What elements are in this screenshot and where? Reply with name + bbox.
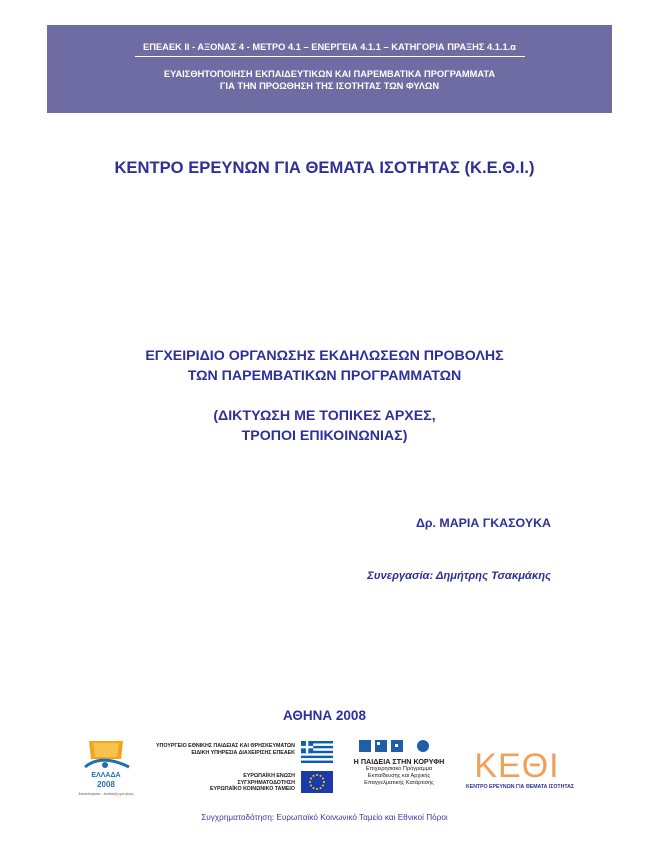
svg-text:2008: 2008: [97, 780, 115, 789]
kethi-logo: [455, 741, 585, 791]
organization-title: ΚΕΝΤΡΟ ΕΡΕΥΝΩΝ ΓΙΑ ΘΕΜΑΤΑ ΙΣΟΤΗΤΑΣ (Κ.Ε.Θ.Ι.): [114, 158, 535, 177]
author-name: Δρ. ΜΑΡΙΑ ΓΚΑΣΟΥΚΑ: [415, 516, 551, 530]
program-code-line: ΕΠΕΑΕΚ ΙΙ - ΑΞΟΝΑΣ 4 - ΜΕΤΡΟ 4.1 – ΕΝΕΡΓΕΙΑ 4.1.1 – ΚΑΤΗΓΟΡΙΑ ΠΡΑΞΗΣ 4.1.1.α: [143, 42, 516, 52]
collaboration-credit: Συνεργασία: Δημήτρης Τσακμάκης: [367, 570, 551, 582]
logo-strip: [35, 733, 615, 807]
svg-text:ΚΕΝΤΡΟ ΕΡΕΥΝΩΝ ΓΙΑ ΘΕΜΑΤΑ ΙΣΟΤ: ΚΕΝΤΡΟ ΕΡΕΥΝΩΝ ΓΙΑ ΘΕΜΑΤΑ ΙΣΟΤΗΤΑΣ: [466, 784, 574, 790]
eu-cofunding-text: ΕΥΡΩΠΑΪΚΗ ΕΝΩΣΗ ΣΥΓΧΡΗΜΑΤΟΔΟΤΗΣΗ ΕΥΡΩΠΑΪΚΟ ΚΟΙΝΩΝΙΚΟ ΤΑΜΕΙΟ: [209, 773, 295, 793]
program-title-line1: ΕΥΑΙΣΘΗΤΟΠΟΙΗΣΗ ΕΚΠΑΙΔΕΥΤΙΚΩΝ ΚΑΙ ΠΑΡΕΜΒΑΤΙΚΑ ΠΡΟΓΡΑΜΜΑΤΑ: [163, 69, 496, 79]
eu-flag-icon: [301, 771, 333, 793]
document-title-line2: ΤΩΝ ΠΑΡΕΜΒΑΤΙΚΩΝ ΠΡΟΓΡΑΜΜΑΤΩΝ: [187, 368, 462, 384]
svg-text:ΚΕΘΙ: ΚΕΘΙ: [474, 747, 560, 785]
paideia-squares-icon: [359, 739, 439, 753]
document-title-line1: ΕΓΧΕΙΡΙΔΙΟ ΟΡΓΑΝΩΣΗΣ ΕΚΔΗΛΩΣΕΩΝ ΠΡΟΒΟΛΗΣ: [145, 348, 504, 364]
program-title-line2: ΓΙΑ ΤΗΝ ΠΡΟΩΘΗΣΗ ΤΗΣ ΙΣΟΤΗΤΑΣ ΤΩΝ ΦΥΛΩΝ: [219, 81, 440, 91]
greece-2008-logo: [71, 737, 141, 799]
ministry-text: ΥΠΟΥΡΓΕΙΟ ΕΘΝΙΚΗΣ ΠΑΙΔΕΙΑΣ ΚΑΙ ΘΡΗΣΚΕΥΜΑΤΩΝ ΕΙΔΙΚΗ ΥΠΗΡΕΣΙΑ ΔΙΑΧΕΙΡΙΣΗΣ ΕΠΕΑΕΚ: [156, 743, 295, 756]
banner-divider: [135, 56, 525, 57]
greece-2008-emblem: [71, 737, 141, 799]
place-date: ΑΘΗΝΑ 2008: [283, 708, 366, 723]
header-banner: [47, 25, 612, 113]
paideia-program-text: Η ΠΑΙΔΕΙΑ ΣΤΗΝ ΚΟΡΥΦΗ Επιχειρησιακό Πρόγραμμα Εκπαίδευσης και Αρχικής Επαγγελματικής Κατάρτισης: [353, 757, 445, 786]
greek-flag-icon: [301, 741, 333, 763]
funding-statement: Συγχρηματοδότηση: Ευρωπαϊκό Κοινωνικό Ταμείο και Εθνικοί Πόροι: [201, 813, 448, 822]
document-subtitle-line2: ΤΡΟΠΟΙ ΕΠΙΚΟΙΝΩΝΙΑΣ): [241, 428, 408, 444]
svg-text:ΕΛΛΑΔΑ: ΕΛΛΑΔΑ: [91, 772, 121, 779]
document-subtitle-line1: (ΔΙΚΤΥΩΣΗ ΜΕ ΤΟΠΙΚΕΣ ΑΡΧΕΣ,: [213, 408, 436, 424]
svg-text:Αποτελέσματα... Ανάπτυξη για ό: Αποτελέσματα... Ανάπτυξη για όλους: [78, 792, 134, 796]
